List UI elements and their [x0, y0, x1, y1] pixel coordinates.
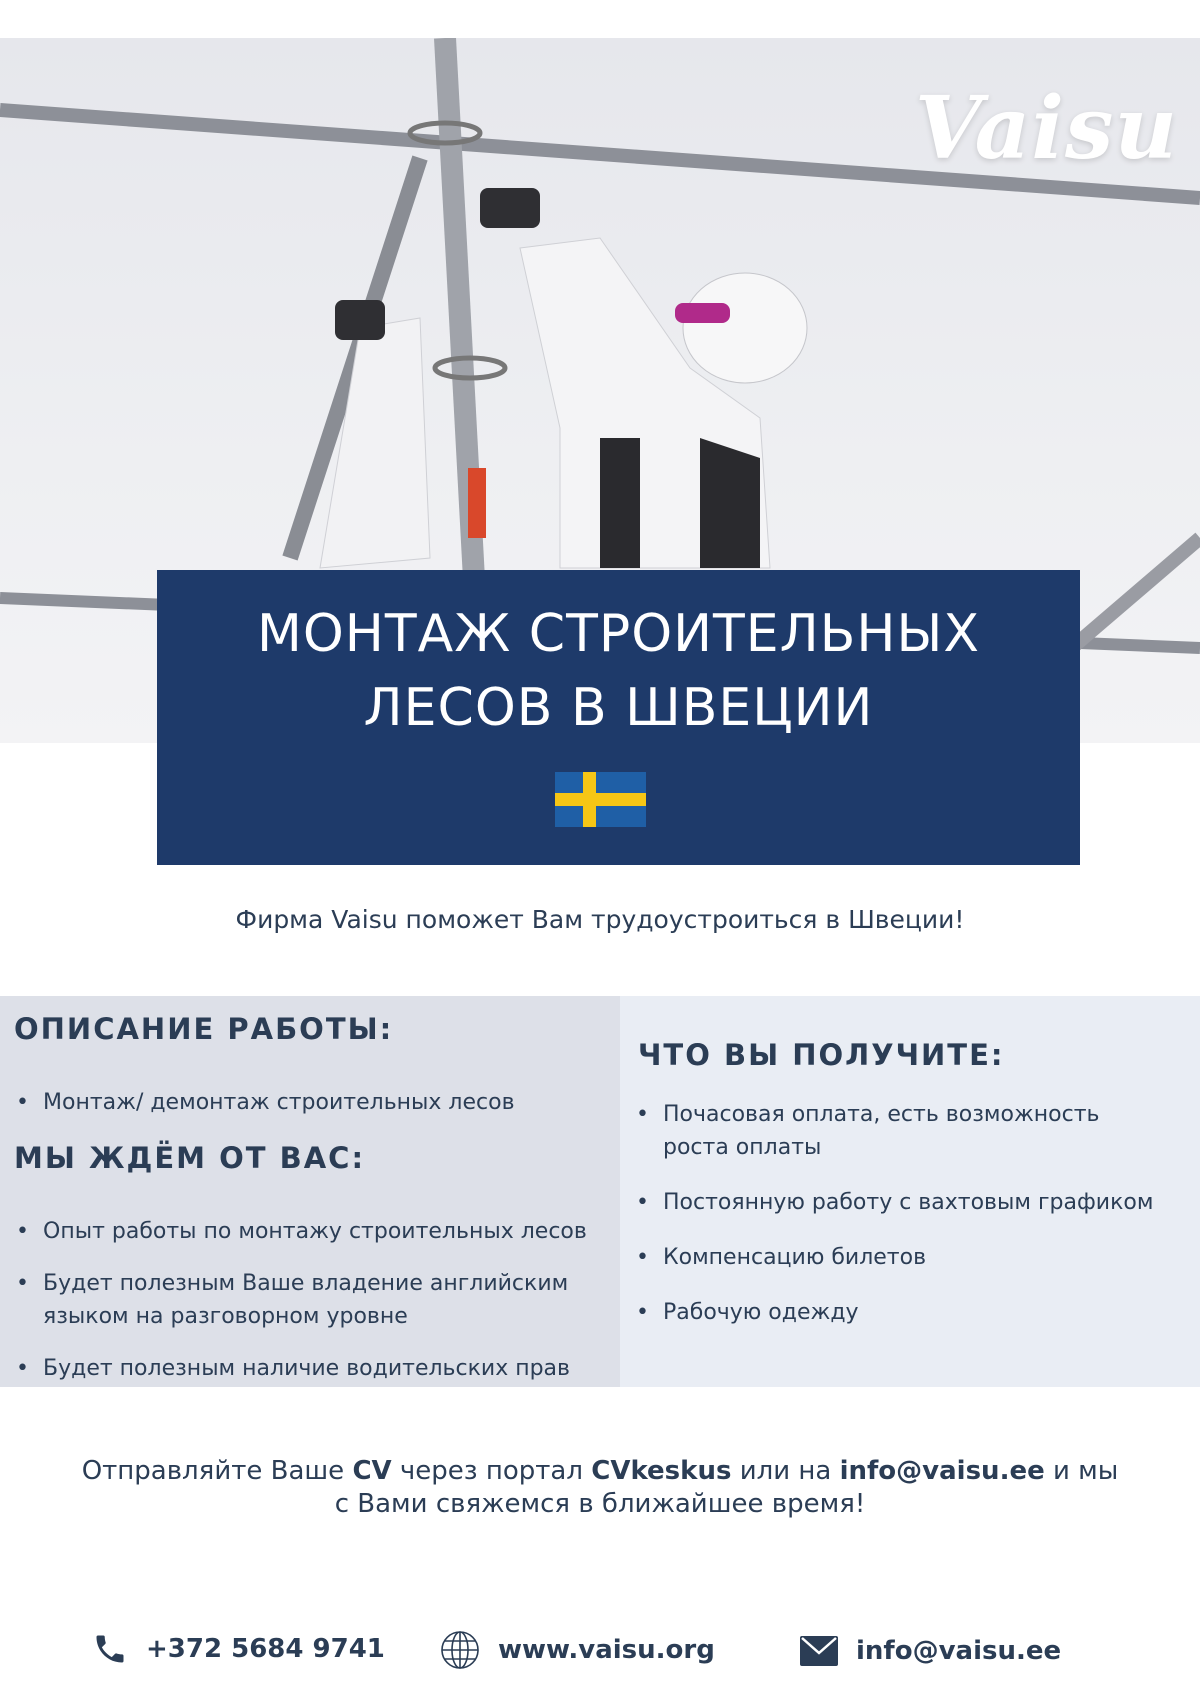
right-panel	[620, 996, 1200, 1387]
call-to-action	[0, 1455, 1200, 1521]
cta-text: или на	[731, 1456, 840, 1486]
footer-email[interactable]	[800, 1636, 1061, 1666]
list-item: • Монтаж/ демонтаж строительных лесов	[14, 1086, 614, 1119]
cta-text: и мы	[1044, 1456, 1119, 1486]
list-item: • Будет полезным Ваше владение английским языком на разговорном уровне	[14, 1267, 574, 1333]
benefits-list	[634, 1098, 1194, 1329]
mail-icon	[800, 1636, 838, 1666]
requirements-list	[14, 1215, 614, 1385]
title-line-2: ЛЕСОВ В ШВЕЦИИ	[363, 678, 874, 738]
list-item: • Почасовая оплата, есть возможность роста оплаты	[634, 1098, 1114, 1164]
cta-line-2: с Вами свяжемся в ближайшее время!	[334, 1489, 866, 1519]
job-description-heading: ОПИСАНИЕ РАБОТЫ:	[14, 1012, 394, 1046]
cta-cv: CV	[352, 1456, 392, 1486]
list-item: • Постоянную работу с вахтовым графиком	[634, 1186, 1194, 1219]
title-line-1: МОНТАЖ СТРОИТЕЛЬНЫХ	[256, 604, 981, 664]
cta-email-link[interactable]: info@vaisu.ee	[839, 1456, 1045, 1486]
list-item: • Опыт работы по монтажу строительных лесов	[14, 1215, 614, 1248]
info-section	[0, 996, 1200, 1387]
website-link: www.vaisu.org	[498, 1635, 715, 1665]
cta-text: через портал	[391, 1456, 592, 1486]
phone-icon	[92, 1630, 128, 1668]
vaisu-logo: Vaisu	[914, 78, 1178, 179]
cta-portal-link[interactable]: CVkeskus	[591, 1456, 732, 1486]
globe-icon	[440, 1630, 480, 1670]
title-banner	[157, 570, 1080, 865]
email-link: info@vaisu.ee	[856, 1636, 1062, 1666]
sweden-flag-icon	[555, 772, 646, 827]
phone-number: +372 5684 9741	[146, 1634, 385, 1664]
cta-text: Отправляйте Ваше	[81, 1456, 353, 1486]
footer-phone[interactable]	[92, 1630, 385, 1668]
left-panel	[0, 996, 620, 1387]
job-description-list	[14, 1086, 614, 1119]
list-item: • Рабочую одежду	[634, 1296, 1194, 1329]
requirements-heading: МЫ ЖДЁМ ОТ ВАС:	[14, 1141, 366, 1175]
list-item: • Компенсацию билетов	[634, 1241, 1194, 1274]
footer-website[interactable]	[440, 1630, 715, 1670]
benefits-heading: ЧТО ВЫ ПОЛУЧИТЕ:	[638, 1038, 1005, 1072]
subtitle: Фирма Vaisu поможет Вам трудоустроиться в Швеции!	[235, 905, 965, 934]
list-item: • Будет полезным наличие водительских прав	[14, 1352, 614, 1385]
